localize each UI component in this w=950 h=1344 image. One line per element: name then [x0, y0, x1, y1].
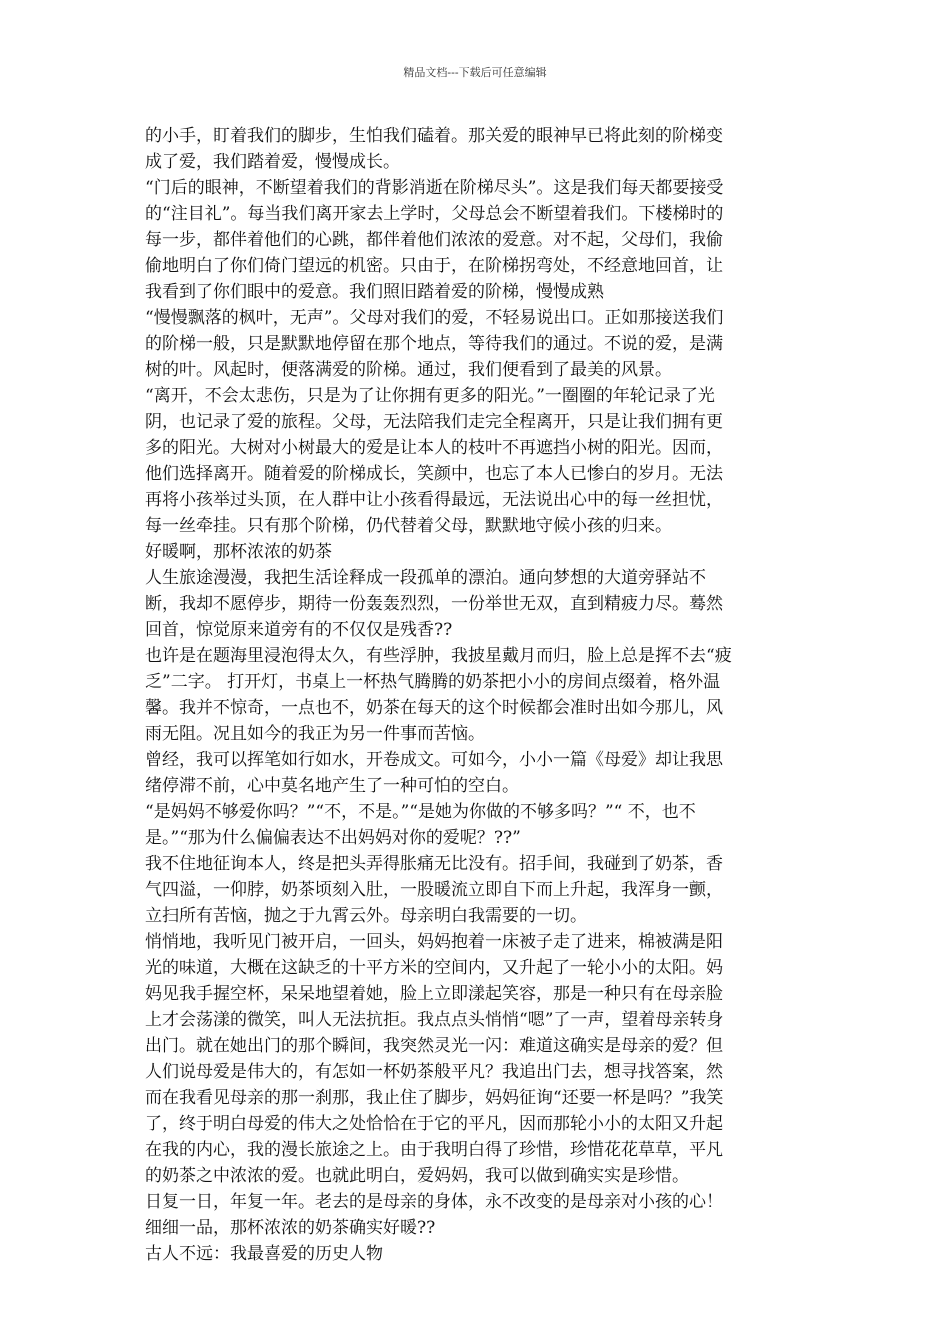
text-line: 上才会荡漾的微笑，叫人无法抗拒。我点点头悄悄“嗯”了一声，望着母亲转身	[145, 1010, 724, 1030]
text-line: “慢慢飘落的枫叶，无声”。父母对我们的爱，不轻易说出口。正如那接送我们	[145, 308, 724, 328]
text-line: 我不住地征询本人，终是把头弄得胀痛无比没有。招手间，我碰到了奶茶，香	[145, 854, 723, 874]
text-line: 偷地明白了你们倚门望远的机密。只由于，在阶梯拐弯处，不经意地回首，让	[145, 256, 723, 276]
text-line: “是妈妈不够爱你吗？”“不，不是。”“是她为你做的不够多吗？”“ 不，也不	[145, 802, 696, 822]
text-line: 妈见我手握空杯，呆呆地望着她，脸上立即漾起笑容，那是一种只有在母亲脸	[145, 984, 723, 1004]
text-line: 回首，惊觉原来道旁有的不仅仅是残香??	[145, 620, 453, 640]
text-line: 在我的内心，我的漫长旅途之上。由于我明白得了珍惜，珍惜花花草草，平凡	[145, 1140, 723, 1160]
text-line: 成了爱，我们踏着爱，慢慢成长。	[145, 152, 400, 172]
text-line: “离开，不会太悲伤，只是为了让你拥有更多的阳光。”一圈圈的年轮记录了光	[145, 386, 715, 406]
text-line: 阴，也记录了爱的旅程。父母，无法陪我们走完全程离开，只是让我们拥有更	[145, 412, 723, 432]
text-line: 每一丝牵挂。只有那个阶梯，仍代替着父母，默默地守候小孩的归来。	[145, 516, 672, 536]
text-line: 的“注目礼”。每当我们离开家去上学时，父母总会不断望着我们。下楼梯时的	[145, 204, 724, 224]
text-line: 的阶梯一般，只是默默地停留在那个地点，等待我们的通过。不说的爱，是满	[145, 334, 723, 354]
text-line: 了，终于明白母爱的伟大之处恰恰在于它的平凡，因而那轮小小的太阳又升起	[145, 1114, 723, 1134]
text-line: 好暖啊，那杯浓浓的奶茶	[145, 542, 332, 562]
text-line: 立扫所有苦恼，抛之于九霄云外。母亲明白我需要的一切。	[145, 906, 587, 926]
text-line: 细细一品，那杯浓浓的奶茶确实好暖??	[145, 1218, 436, 1238]
text-line: 是。”“那为什么偏偏表达不出妈妈对你的爱呢？??”	[145, 828, 521, 848]
text-line: 光的味道，大概在这缺乏的十平方米的空间内，又升起了一轮小小的太阳。妈	[145, 958, 723, 978]
text-line: 古人不远：我最喜爱的历史人物	[145, 1244, 383, 1264]
text-line: 而在我看见母亲的那一刹那，我止住了脚步，妈妈征询“还要一杯是吗？”我笑	[145, 1088, 724, 1108]
text-line: 他们选择离开。随着爱的阶梯成长，笑颜中，也忘了本人已惨白的岁月。无法	[145, 464, 723, 484]
text-line: 人生旅途漫漫，我把生活诠释成一段孤单的漂泊。通向梦想的大道旁驿站不	[145, 568, 706, 588]
text-line: 也许是在题海里浸泡得太久，有些浮肿，我披星戴月而归，脸上总是挥不去“疲	[145, 646, 732, 666]
text-line: 绪停滞不前，心中莫名地产生了一种可怕的空白。	[145, 776, 519, 796]
text-line: 人们说母爱是伟大的，有怎如一杯奶茶般平凡？我追出门去，想寻找答案，然	[145, 1062, 723, 1082]
text-line: 气四溢，一仰脖，奶茶顷刻入肚，一股暖流立即自下而上升起，我浑身一颤，	[145, 880, 723, 900]
text-line: 日复一日，年复一年。老去的是母亲的身体，永不改变的是母亲对小孩的心！	[145, 1192, 723, 1212]
text-line: 雨无阻。况且如今的我正为另一件事而苦恼。	[145, 724, 485, 744]
text-line: 馨。我并不惊奇，一点也不，奶茶在每天的这个时候都会准时出如今那儿，风	[145, 698, 723, 718]
text-line: 我看到了你们眼中的爱意。我们照旧踏着爱的阶梯，慢慢成熟	[145, 282, 604, 302]
text-line: “门后的眼神，不断望着我们的背影消逝在阶梯尽头”。这是我们每天都要接受	[145, 178, 724, 198]
text-line: 的小手，盯着我们的脚步，生怕我们磕着。那关爱的眼神早已将此刻的阶梯变	[145, 126, 723, 146]
text-line: 多的阳光。大树对小树最大的爱是让本人的枝叶不再遮挡小树的阳光。因而，	[145, 438, 723, 458]
text-line: 每一步，都伴着他们的心跳，都伴着他们浓浓的爱意。对不起，父母们，我偷	[145, 230, 723, 250]
text-line: 出门。就在她出门的那个瞬间，我突然灵光一闪：难道这确实是母亲的爱？但	[145, 1036, 723, 1056]
text-line: 曾经，我可以挥笔如行如水，开卷成文。可如今，小小一篇《母爱》却让我思	[145, 750, 723, 770]
text-line: 再将小孩举过头顶，在人群中让小孩看得最远，无法说出心中的每一丝担忧，	[145, 490, 723, 510]
document-body	[145, 123, 813, 1267]
text-line: 树的叶。风起时，便落满爱的阶梯。通过，我们便看到了最美的风景。	[145, 360, 672, 380]
page-header: 精品文档---下载后可任意编辑	[403, 66, 547, 79]
text-line: 断，我却不愿停步，期待一份轰轰烈烈，一份举世无双，直到精疲力尽。蓦然	[145, 594, 723, 614]
text-line: 悄悄地，我听见门被开启，一回头，妈妈抱着一床被子走了进来，棉被满是阳	[145, 932, 723, 952]
text-line: 乏”二字。 打开灯，书桌上一杯热气腾腾的奶茶把小小的房间点缀着，格外温	[145, 672, 721, 692]
text-line: 的奶茶之中浓浓的爱。也就此明白，爱妈妈，我可以做到确实实是珍惜。	[145, 1166, 689, 1186]
